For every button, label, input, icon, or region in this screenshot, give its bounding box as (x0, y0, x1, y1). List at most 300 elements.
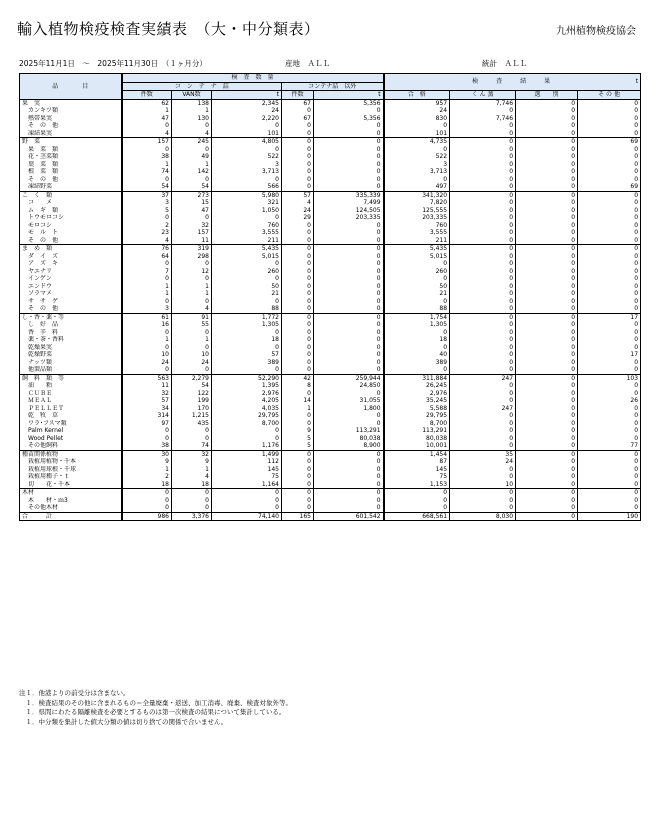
row-value: 0 (282, 489, 314, 497)
row-value: 0 (314, 138, 384, 146)
row-value: 199 (172, 397, 212, 405)
row-value: 0 (516, 504, 578, 512)
row-value: 1 (122, 336, 172, 344)
row-value: 0 (578, 122, 641, 130)
row-label: モロコシ (20, 222, 122, 230)
row-value: 0 (314, 336, 384, 344)
row-label: 薬・茶・香料 (20, 336, 122, 344)
row-value: 4,205 (212, 397, 282, 405)
row-value: 0 (516, 390, 578, 398)
row-value: 0 (212, 146, 282, 154)
table-row (20, 329, 641, 337)
row-value: 0 (314, 481, 384, 489)
row-value: 0 (450, 497, 516, 505)
row-value: 91 (172, 313, 212, 321)
table-row (20, 420, 641, 428)
row-value: 21 (384, 290, 450, 298)
row-value: 0 (282, 313, 314, 321)
row-value: 0 (516, 466, 578, 474)
row-value: 0 (578, 237, 641, 245)
row-value: 497 (384, 183, 450, 191)
row-value: 1,153 (384, 481, 450, 489)
row-value: 5,356 (314, 99, 384, 107)
row-value: 0 (450, 442, 516, 450)
organization-name: 九州植物検疫協会 (556, 26, 636, 37)
note-line: １．中分類を集計した値大分類の値は切り捨ての関係で合いません。 (19, 717, 228, 726)
row-value: 0 (314, 497, 384, 505)
row-value: 522 (212, 153, 282, 161)
row-value: 0 (450, 245, 516, 253)
row-label: ＰＥＬＬＥＴ (20, 405, 122, 413)
row-value: 7 (122, 268, 172, 276)
row-value: 0 (314, 283, 384, 291)
row-value: 112 (212, 458, 282, 466)
row-value: 0 (578, 290, 641, 298)
row-value: 389 (384, 359, 450, 367)
row-value: 0 (282, 466, 314, 474)
row-value: 145 (212, 466, 282, 474)
row-value: 38 (122, 153, 172, 161)
row-value: 0 (282, 237, 314, 245)
row-value: 24 (384, 107, 450, 115)
row-value: 11 (172, 237, 212, 245)
row-value: 35 (450, 450, 516, 458)
row-value: 0 (384, 275, 450, 283)
row-value: 0 (578, 275, 641, 283)
row-value: 190 (578, 512, 641, 521)
table-row (20, 214, 641, 222)
row-value: 0 (450, 130, 516, 138)
row-value: 0 (314, 321, 384, 329)
row-value: 0 (384, 497, 450, 505)
row-value: 0 (282, 283, 314, 291)
header-tons: t (212, 91, 282, 100)
row-value: 14 (282, 397, 314, 405)
row-value: 67 (282, 99, 314, 107)
row-value: 2,976 (212, 390, 282, 398)
row-value: 0 (516, 351, 578, 359)
origin-filter: 産地 ＡＬＬ (285, 59, 330, 68)
row-value: 0 (578, 412, 641, 420)
row-value: 18 (122, 481, 172, 489)
row-value: 0 (122, 329, 172, 337)
table-row (20, 229, 641, 237)
row-value: 0 (282, 366, 314, 374)
header-inspection-quantity: 検 査 数 量 (122, 74, 384, 83)
row-label: 栽植用球根・千球 (20, 466, 122, 474)
row-value: 5 (282, 435, 314, 443)
row-value: 0 (314, 183, 384, 191)
row-value: 0 (516, 489, 578, 497)
row-value: 245 (172, 138, 212, 146)
row-value: 314 (122, 412, 172, 420)
row-value: 0 (122, 344, 172, 352)
row-value: 3,376 (172, 512, 212, 521)
row-value: 0 (384, 344, 450, 352)
row-value: 0 (314, 458, 384, 466)
header-non-container: コンテナ詰 以外 (282, 82, 384, 91)
row-value: 42 (282, 374, 314, 382)
row-value: 0 (450, 260, 516, 268)
row-value: 57 (212, 351, 282, 359)
row-value: 0 (578, 420, 641, 428)
row-value: 0 (516, 153, 578, 161)
row-value: 0 (516, 130, 578, 138)
row-value: 0 (578, 199, 641, 207)
row-value: 5,435 (212, 245, 282, 253)
row-value: 3,555 (384, 229, 450, 237)
row-label: エンドウ (20, 283, 122, 291)
row-value: 0 (516, 481, 578, 489)
row-value: 3 (384, 161, 450, 169)
row-value: 0 (122, 435, 172, 443)
row-value: 9 (282, 427, 314, 435)
note-line: １．県間にわたる隔離検査を必要とするものは第一次検査の結果について集計している。 (19, 708, 286, 716)
row-label: トウモロコシ (20, 214, 122, 222)
row-value: 563 (122, 374, 172, 382)
row-label: し・香・薬・等 (20, 313, 122, 321)
row-value: 0 (172, 344, 212, 352)
row-value: 0 (578, 115, 641, 123)
row-value: 0 (450, 397, 516, 405)
row-value: 0 (122, 489, 172, 497)
row-value: 0 (516, 366, 578, 374)
row-value: 3 (122, 305, 172, 313)
header-container: コ ン テ ナ 詰 (122, 82, 282, 91)
table-row (20, 99, 641, 107)
row-value: 0 (450, 435, 516, 443)
header-van: VAN数 (172, 91, 212, 100)
row-value: 0 (314, 130, 384, 138)
row-label: ＣＵＢＥ (20, 390, 122, 398)
row-value: 1,305 (212, 321, 282, 329)
row-value: 5 (282, 442, 314, 450)
row-value: 0 (450, 420, 516, 428)
row-value: 0 (450, 366, 516, 374)
row-value: 0 (212, 260, 282, 268)
row-value: 0 (282, 321, 314, 329)
row-value: 0 (450, 359, 516, 367)
row-value: 341,320 (384, 191, 450, 199)
row-value: 0 (282, 290, 314, 298)
row-value: 0 (172, 366, 212, 374)
row-value: 80,038 (384, 435, 450, 443)
row-value: 0 (384, 176, 450, 184)
row-value: 0 (578, 382, 641, 390)
row-value: 0 (578, 283, 641, 291)
row-label: 熱帯果実 (20, 115, 122, 123)
row-label: コ メ (20, 199, 122, 207)
table-row (20, 161, 641, 169)
row-value: 0 (282, 138, 314, 146)
row-value: 50 (384, 283, 450, 291)
row-label: ま め 類 (20, 245, 122, 253)
row-value: 0 (516, 305, 578, 313)
table-row (20, 366, 641, 374)
row-value: 1 (172, 290, 212, 298)
row-label: Palm Kernel (20, 427, 122, 435)
row-value: 0 (450, 161, 516, 169)
row-value: 0 (282, 146, 314, 154)
row-value: 0 (578, 168, 641, 176)
row-label: サ サ ゲ (20, 298, 122, 306)
note-line: １．検査結果のその他に含まれるもの＝全量廃棄・返送、加工消毒、廃棄、検査対象外等。 (19, 698, 292, 707)
row-value: 0 (282, 336, 314, 344)
row-label: し 好 品 (20, 321, 122, 329)
table-row (20, 176, 641, 184)
row-value: 62 (122, 99, 172, 107)
row-value: 52,290 (212, 374, 282, 382)
row-value: 0 (516, 275, 578, 283)
row-value: 5 (122, 207, 172, 215)
row-value: 0 (450, 489, 516, 497)
row-value: 0 (314, 168, 384, 176)
row-label: ワラ･フスマ類 (20, 420, 122, 428)
row-value: 0 (212, 497, 282, 505)
row-label: 葉 菜 類 (20, 161, 122, 169)
row-value: 12 (172, 268, 212, 276)
notes (19, 689, 292, 727)
row-value: 0 (314, 344, 384, 352)
row-value: 2,220 (212, 115, 282, 123)
row-value: 64 (122, 253, 172, 261)
row-value: 130 (172, 115, 212, 123)
row-value: 113,291 (314, 427, 384, 435)
row-value: 0 (122, 146, 172, 154)
row-value: 74 (122, 168, 172, 176)
row-value: 0 (516, 397, 578, 405)
row-value: 0 (578, 450, 641, 458)
table-row (20, 237, 641, 245)
row-label: ム ギ 類 (20, 207, 122, 215)
table-row (20, 442, 641, 450)
report-period: 2025年11月1日 ～ 2025年11月30日 （１ヶ月分） (19, 59, 207, 68)
row-value: 0 (384, 260, 450, 268)
row-value: 0 (516, 122, 578, 130)
row-value: 31,055 (314, 397, 384, 405)
stats-filter: 統計 ＡＬＬ (482, 59, 527, 68)
row-value: 0 (212, 427, 282, 435)
row-value: 0 (282, 176, 314, 184)
row-label: こ く 類 (20, 191, 122, 199)
row-value: 0 (516, 344, 578, 352)
row-value: 4,805 (212, 138, 282, 146)
row-label: 他製品類 (20, 366, 122, 374)
row-label: その他木材 (20, 504, 122, 512)
row-value: 389 (212, 359, 282, 367)
table-row (20, 497, 641, 505)
row-value: 0 (578, 207, 641, 215)
row-value: 5,015 (384, 253, 450, 261)
row-value: 0 (122, 214, 172, 222)
row-value: 0 (450, 466, 516, 474)
row-value: 0 (314, 412, 384, 420)
row-value: 0 (450, 146, 516, 154)
row-value: 16 (122, 321, 172, 329)
table-row (20, 351, 641, 359)
row-value: 0 (450, 199, 516, 207)
row-value: 74,140 (212, 512, 282, 521)
row-value: 0 (282, 245, 314, 253)
row-value: 0 (314, 146, 384, 154)
row-value: 69 (578, 183, 641, 191)
row-value: 26,245 (384, 382, 450, 390)
row-label: モ ル ト (20, 229, 122, 237)
row-value: 0 (578, 329, 641, 337)
row-value: 0 (212, 176, 282, 184)
row-value: 3 (122, 199, 172, 207)
row-value: 3,713 (212, 168, 282, 176)
row-value: 3,713 (384, 168, 450, 176)
row-value: 34 (122, 405, 172, 413)
row-value: 54 (172, 183, 212, 191)
row-value: 24 (282, 207, 314, 215)
row-value: 113,291 (384, 427, 450, 435)
row-value: 0 (578, 435, 641, 443)
row-value: 10,001 (384, 442, 450, 450)
row-value: 0 (282, 130, 314, 138)
row-value: 0 (578, 253, 641, 261)
row-value: 29,795 (212, 412, 282, 420)
row-value: 0 (122, 497, 172, 505)
row-label: 栽植用種子・ｔ (20, 473, 122, 481)
row-value: 0 (516, 427, 578, 435)
row-value: 0 (282, 229, 314, 237)
row-value: 1,772 (212, 313, 282, 321)
row-value: 0 (578, 229, 641, 237)
row-value: 0 (516, 435, 578, 443)
row-value: 203,335 (384, 214, 450, 222)
row-value: 75 (384, 473, 450, 481)
row-value: 0 (450, 290, 516, 298)
row-label: 果 実 (20, 99, 122, 107)
row-label: カンキツ類 (20, 107, 122, 115)
row-value: 7,746 (450, 115, 516, 123)
row-value: 0 (212, 329, 282, 337)
row-value: 8,700 (212, 420, 282, 428)
row-value: 0 (282, 268, 314, 276)
row-value: 0 (578, 366, 641, 374)
row-value: 0 (516, 99, 578, 107)
row-value: 0 (282, 122, 314, 130)
row-value: 37 (122, 191, 172, 199)
row-value: 0 (450, 313, 516, 321)
row-value: 49 (172, 153, 212, 161)
row-value: 0 (172, 504, 212, 512)
row-value: 0 (516, 512, 578, 521)
row-value: 10 (122, 351, 172, 359)
row-value: 5,015 (212, 253, 282, 261)
row-value: 0 (578, 161, 641, 169)
row-value: 7,499 (314, 199, 384, 207)
row-value: 17 (578, 313, 641, 321)
row-value: 0 (314, 420, 384, 428)
row-value: 0 (450, 275, 516, 283)
row-value: 0 (314, 473, 384, 481)
row-value: 0 (282, 497, 314, 505)
row-value: 0 (516, 450, 578, 458)
row-label: 凍結野菜 (20, 183, 122, 191)
row-value: 47 (172, 207, 212, 215)
row-value: 0 (282, 390, 314, 398)
row-label: 根 菜 類 (20, 168, 122, 176)
row-value: 0 (282, 351, 314, 359)
row-value: 0 (172, 146, 212, 154)
row-value: 124,505 (314, 207, 384, 215)
row-value: 0 (172, 489, 212, 497)
row-value: 0 (578, 473, 641, 481)
row-value: 0 (314, 176, 384, 184)
table-row (20, 207, 641, 215)
row-value: 0 (450, 237, 516, 245)
row-value: 8 (282, 382, 314, 390)
row-value: 0 (384, 146, 450, 154)
row-value: 0 (212, 435, 282, 443)
row-value: 5,588 (384, 405, 450, 413)
row-value: 32 (172, 450, 212, 458)
row-value: 0 (282, 420, 314, 428)
table-row (20, 336, 641, 344)
row-value: 0 (282, 305, 314, 313)
row-value: 122 (172, 390, 212, 398)
row-value: 50 (212, 283, 282, 291)
row-value: 0 (314, 298, 384, 306)
row-value: 69 (578, 138, 641, 146)
table-row (20, 512, 641, 521)
row-value: 4 (122, 130, 172, 138)
row-value: 0 (282, 183, 314, 191)
row-label: ソラマメ (20, 290, 122, 298)
row-value: 24 (122, 359, 172, 367)
row-value: 0 (578, 245, 641, 253)
row-value: 2 (122, 473, 172, 481)
table-row (20, 290, 641, 298)
row-value: 7,746 (450, 99, 516, 107)
row-value: 0 (516, 183, 578, 191)
row-value: 0 (314, 107, 384, 115)
row-value: 1 (282, 405, 314, 413)
row-value: 0 (122, 366, 172, 374)
row-value: 0 (578, 497, 641, 505)
table-row (20, 146, 641, 154)
row-label: 種苗関係植物 (20, 450, 122, 458)
row-value: 1 (122, 283, 172, 291)
row-value: 0 (314, 161, 384, 169)
row-value: 10 (172, 351, 212, 359)
row-value: 57 (282, 191, 314, 199)
table-row (20, 412, 641, 420)
table-row (20, 382, 641, 390)
row-value: 1,050 (212, 207, 282, 215)
row-value: 0 (578, 260, 641, 268)
row-value: 311,884 (384, 374, 450, 382)
row-value: 0 (122, 427, 172, 435)
row-value: 11 (122, 382, 172, 390)
row-value: 0 (282, 298, 314, 306)
row-value: 0 (578, 107, 641, 115)
row-value: 0 (172, 435, 212, 443)
row-value: 0 (450, 305, 516, 313)
table-row (20, 458, 641, 466)
table-row (20, 115, 641, 123)
row-value: 57 (122, 397, 172, 405)
row-value: 0 (578, 458, 641, 466)
row-value: 0 (516, 497, 578, 505)
row-value: 0 (450, 207, 516, 215)
row-value: 74 (172, 442, 212, 450)
row-value: 335,339 (314, 191, 384, 199)
row-value: 0 (314, 153, 384, 161)
